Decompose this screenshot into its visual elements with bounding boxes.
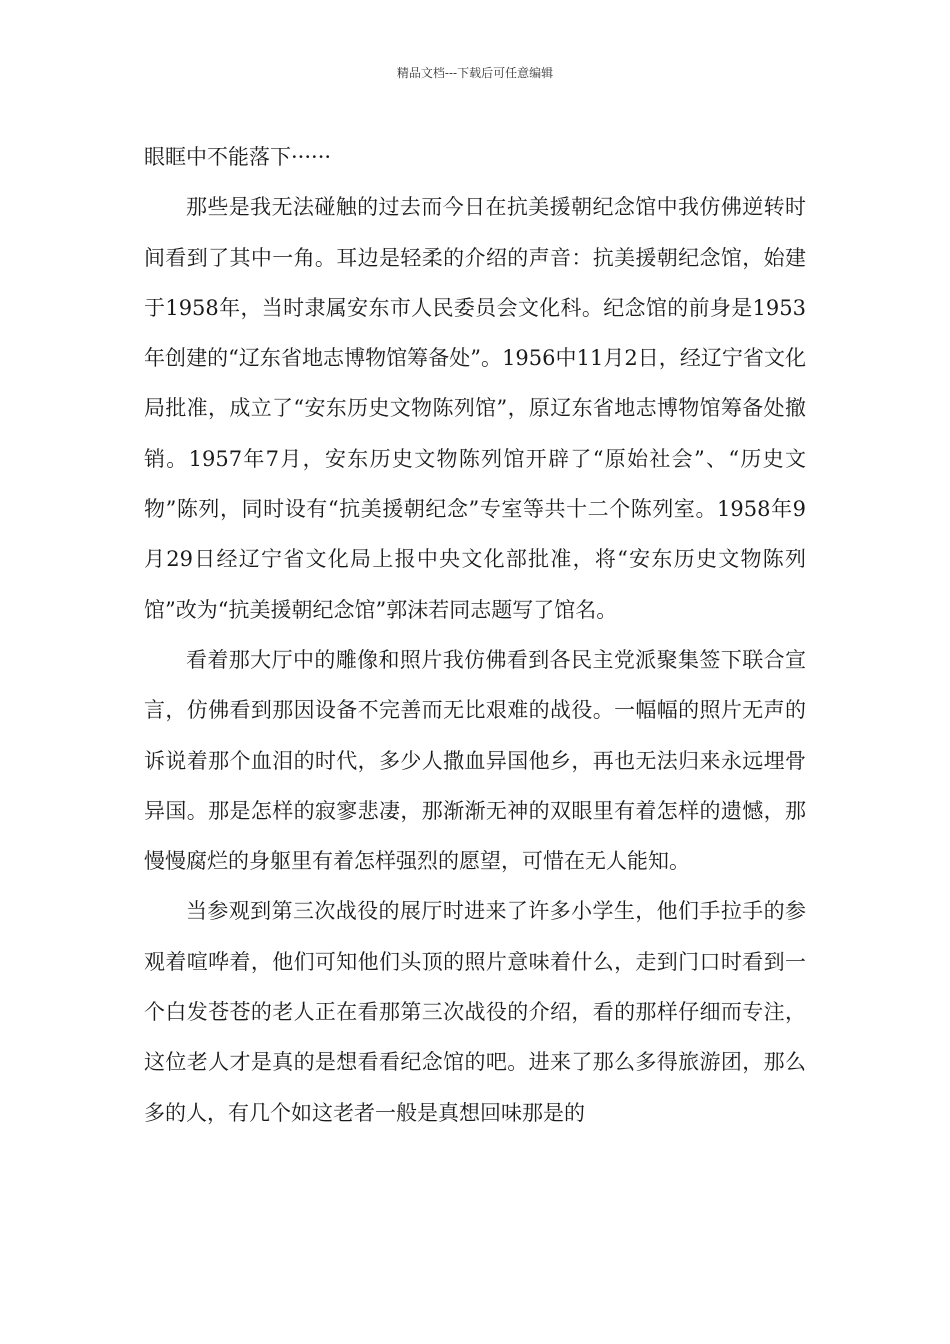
paragraph-2: 那些是我无法碰触的过去而今日在抗美援朝纪念馆中我仿佛逆转时间看到了其中一角。耳边是轻柔的介绍的声音：抗美援朝纪念馆，始建于1958年，当时隶属安东市人民委员会文化科。纪念馆的前身是1953年创建的“辽东省地志博物馆筹备处”。1956中11月2日，经辽宁省文化局批准，成立了“安东历史文物陈列馆”，原辽东省地志博物馆筹备处撤销。1957年7月，安东历史文物陈列馆开辟了“原始社会”、“历史文物”陈列，同时设有“抗美援朝纪念”专室等共十二个陈列室。1958年9月29日经辽宁省文化局上报中央文化部批准，将“安东历史文物陈列馆”改为“抗美援朝纪念馆”郭沫若同志题写了馆名。 bbox=[144, 195, 806, 622]
paragraph-3: 看着那大厅中的雕像和照片我仿佛看到各民主党派聚集签下联合宣言，仿佛看到那因设备不完善而无比艰难的战役。一幅幅的照片无声的诉说着那个血泪的时代，多少人撒血异国他乡，再也无法归来永远埋骨异国。那是怎样的寂寥悲凄，那渐渐无神的双眼里有着怎样的遗憾，那慢慢腐烂的身躯里有着怎样强烈的愿望，可惜在无人能知。 bbox=[144, 647, 806, 874]
document-body bbox=[144, 132, 806, 1138]
paragraph-1: 眼眶中不能落下······ bbox=[144, 145, 332, 169]
page-header: 精品文档---下载后可任意编辑 bbox=[396, 66, 554, 80]
paragraph-4: 当参观到第三次战役的展厅时进来了许多小学生，他们手拉手的参观着喧哗着，他们可知他们头顶的照片意味着什么，走到门口时看到一个白发苍苍的老人正在看那第三次战役的介绍，看的那样仔细而专注，这位老人才是真的是想看看纪念馆的吧。进来了那么多得旅游团，那么多的人，有几个如这老者一般是真想回味那是的 bbox=[144, 899, 806, 1125]
